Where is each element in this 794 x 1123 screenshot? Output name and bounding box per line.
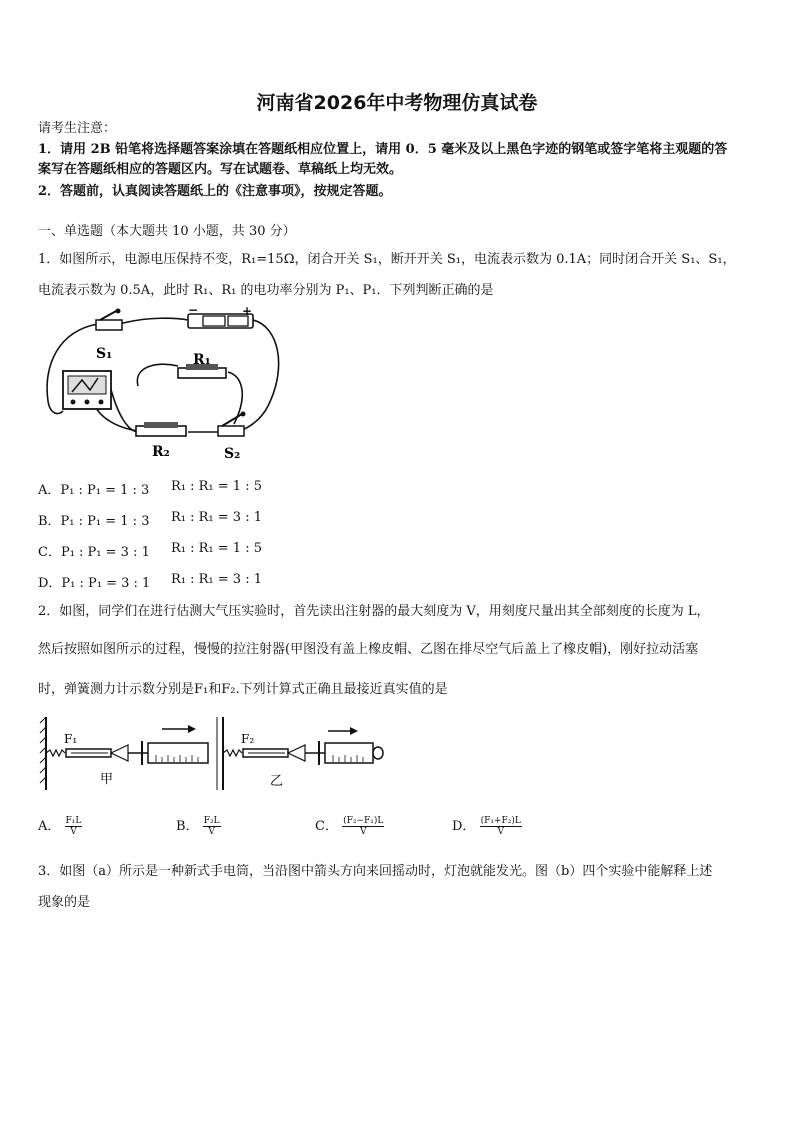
q2-option-d-letter: D． — [452, 819, 476, 834]
q2-option-c[interactable] — [315, 815, 384, 837]
label-s1: S₁ — [96, 346, 113, 362]
q1-option-a-left: A．P₁ : P₁ = 1 : 3 — [38, 483, 150, 498]
q2-option-b-numerator: F₂L — [203, 816, 220, 826]
q1-text-line-1: 1．如图所示，电源电压保持不变，R₁=15Ω，闭合开关 S₁，断开开关 S₁，电流表示数为 0.1A；同时闭合开关 S₁、S₁， — [38, 252, 736, 267]
label-r1: R₁ — [193, 352, 211, 368]
q2-option-c-numerator: (F₂−F₁)L — [343, 816, 384, 826]
q2-option-a-denominator: V — [70, 827, 77, 837]
q2-text-line-3: 时，弹簧测力计示数分别是F₁和F₂.下列计算式正确且最接近真实值的是 — [38, 682, 448, 697]
label-f1: F₁ — [64, 732, 78, 746]
q1-option-d-right: R₁ : R₁ = 3 : 1 — [171, 572, 262, 587]
q1-text-line-2: 电流表示数为 0.5A，此时 R₁、R₁ 的电功率分别为 P₁、P₁．下列判断正确的是 — [38, 283, 494, 298]
notice-heading: 请考生注意： — [38, 121, 117, 136]
q1-option-b[interactable] — [38, 510, 262, 529]
q2-option-a-fraction — [65, 816, 83, 837]
section-heading: 一、单选题（本大题共 10 小题，共 30 分） — [38, 224, 296, 239]
q2-text-line-1: 2．如图，同学们在进行估测大气压实验时，首先读出注射器的最大刻度为 V，用刻度尺量出其全部刻度的长度为 L， — [38, 604, 710, 619]
q1-option-d[interactable] — [38, 572, 262, 591]
label-s2: S₂ — [224, 446, 241, 462]
q2-option-c-denominator: V — [359, 827, 367, 837]
label-r2: R₂ — [152, 444, 170, 460]
q1-option-c-right: R₁ : R₁ = 1 : 5 — [171, 541, 262, 556]
q3-text-line-2: 现象的是 — [38, 895, 91, 910]
q2-syringe-figure — [38, 715, 388, 795]
q1-option-b-left: B．P₁ : P₁ = 1 : 3 — [38, 514, 150, 529]
q1-option-c-left: C．P₁ : P₁ = 3 : 1 — [38, 545, 150, 560]
syringe-setup-yi — [217, 717, 383, 790]
q1-option-d-left: D．P₁ : P₁ = 3 : 1 — [38, 576, 151, 591]
q2-option-b-fraction — [203, 816, 221, 837]
q2-option-d-numerator: (F₁+F₂)L — [480, 816, 521, 826]
notice-item-1-line-2: 案写在答题纸相应的答题区内。写在试题卷、草稿纸上均无效。 — [38, 162, 403, 177]
q2-option-c-fraction — [342, 816, 384, 837]
q2-option-d[interactable] — [452, 815, 522, 837]
switch-s2-icon — [218, 412, 246, 437]
resistor-r2-icon — [136, 422, 186, 436]
q2-option-d-denominator: V — [497, 827, 504, 837]
page-title: 河南省2026年中考物理仿真试卷 — [256, 92, 538, 114]
q2-option-b-denominator: V — [208, 827, 215, 837]
label-f2: F₂ — [241, 732, 255, 746]
q2-option-a-numerator: F₁L — [65, 816, 82, 826]
syringe-setup-jia — [40, 717, 208, 790]
q3-text-line-1: 3．如图（a）所示是一种新式手电筒，当沿图中箭头方向来回摇动时，灯泡就能发光。图（b）四个实验中能解释上述 — [38, 864, 713, 879]
q1-circuit-figure — [38, 306, 288, 466]
q1-option-b-right: R₁ : R₁ = 3 : 1 — [171, 510, 262, 525]
q1-option-c[interactable] — [38, 541, 262, 560]
q2-option-b-letter: B． — [176, 819, 199, 834]
label-minus: − — [188, 306, 199, 317]
ammeter-icon — [63, 371, 111, 409]
q2-text-line-2: 然后按照如图所示的过程，慢慢的拉注射器(甲图没有盖上橡皮帽、乙图在排尽空气后盖上了橡皮帽)，刚好拉动活塞 — [38, 642, 699, 657]
q2-option-d-fraction — [480, 816, 522, 837]
q1-option-a-right: R₁ : R₁ = 1 : 5 — [171, 479, 262, 494]
q2-option-b[interactable] — [176, 815, 221, 837]
switch-s1-icon — [96, 309, 122, 331]
notice-item-2: 2．答题前，认真阅读答题纸上的《注意事项》，按规定答题。 — [38, 184, 392, 199]
q1-option-a[interactable] — [38, 479, 262, 498]
q2-option-a-letter: A． — [38, 819, 61, 834]
label-plus: + — [242, 306, 253, 318]
label-yi: 乙 — [270, 774, 284, 789]
q2-option-c-letter: C． — [315, 819, 338, 834]
label-jia: 甲 — [100, 772, 114, 787]
q2-option-a[interactable] — [38, 815, 82, 837]
notice-item-1-line-1: 1．请用 2B 铅笔将选择题答案涂填在答题纸相应位置上，请用 0．5 毫米及以上黑色字迹的钢笔或签字笔将主观题的答 — [38, 142, 728, 157]
